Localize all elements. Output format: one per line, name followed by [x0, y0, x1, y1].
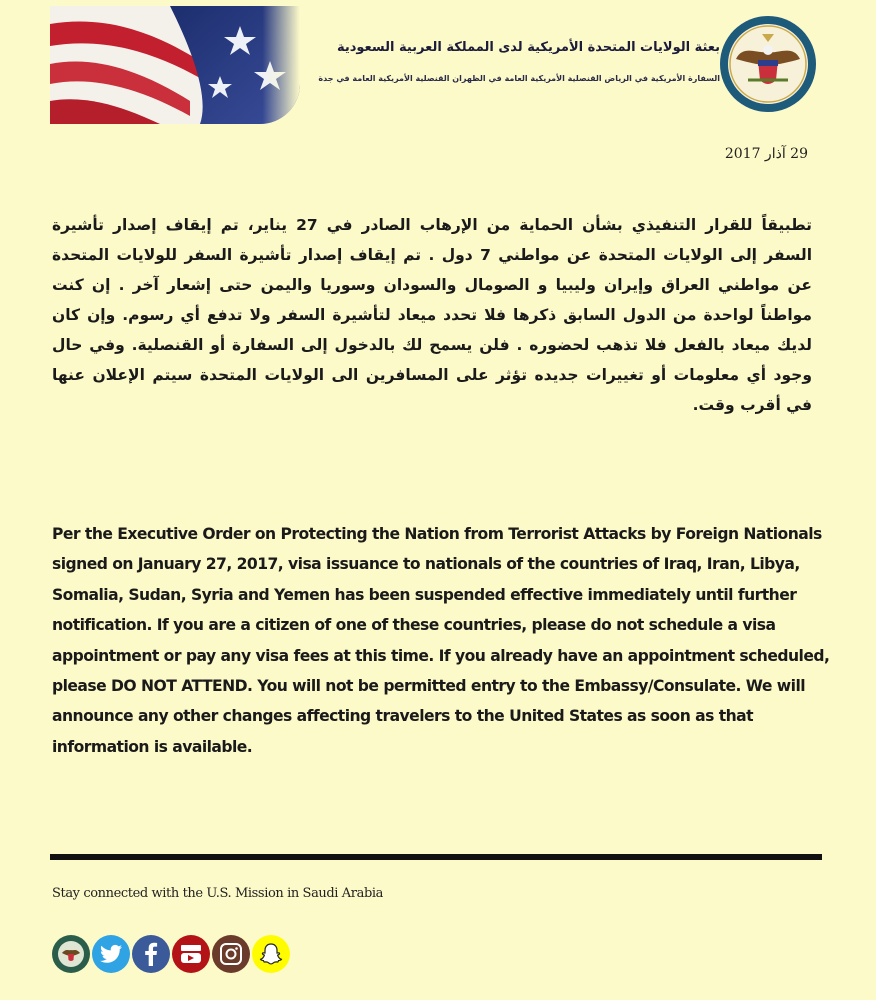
social-icons — [52, 935, 290, 975]
embassy-seal-icon — [718, 14, 818, 114]
notice-date: 29 آذار 2017 — [724, 146, 808, 162]
youtube-icon[interactable] — [172, 935, 210, 973]
state-dept-seal-icon[interactable] — [52, 935, 90, 973]
divider — [50, 854, 822, 860]
us-flag-image — [50, 6, 300, 124]
snapchat-icon[interactable] — [252, 935, 290, 973]
twitter-icon[interactable] — [92, 935, 130, 973]
mission-title: بعثة الولايات المتحدة الأمريكية لدى المملكة العربية السعودية — [336, 40, 720, 55]
facebook-icon[interactable] — [132, 935, 170, 973]
arabic-notice: تطبيقاً للقرار التنفيذي بشأن الحماية من الإرهاب الصادر في 27 يناير، تم إيقاف إصدار تأشيرة السفر إلى الولايات المتحدة عن مواطني 7 دول . تم إيقاف إصدار تأشيرة السفر للولايات المتحدة عن مواطني العراق وإيران وليبيا و الصومال والسودان وسوريا واليمن حتى إشعار آخر . إن كنت مواطناً لواحدة من الدول السابق ذكرها فلا تحدد ميعاد لتأشيرة السفر ولا تدفع أي رسوم. وإن كان لديك ميعاد بالفعل فلا تذهب لحضوره . فلن يسمح لك بالدخول إلى السفارة أو القنصلية. وفي حال وجود أي معلومات أو تغييرات جديده تؤثر على المسافرين الى الولايات المتحدة سيتم الإعلان عنها في أقرب وقت. — [52, 216, 813, 414]
stay-connected-text: Stay connected with the U.S. Mission in Saudi Arabia — [52, 886, 383, 901]
english-notice: Per the Executive Order on Protecting the Nation from Terrorist Attacks by Foreign Nationals signed on January 27, 2017, visa issuance to nationals of the countries of Iraq, Iran, Libya, Somalia, Sudan, Syria and Yemen has been suspended effective immediately until further notification. If you are a citizen of one of these countries, please do not schedule a visa appointment or pay any visa fees at this time. If you already have an appointment scheduled, please DO NOT ATTEND. You will not be permitted entry to the Embassy/Consulate. We will announce any other changes affecting travelers to the United States as soon as that information is available. — [52, 525, 830, 756]
mission-subtitle: السفارة الأمريكية في الرياض القنصلية الأمريكية العامة في الظهران القنصلية الأمريكية العامة في جدة — [318, 74, 720, 83]
header-banner — [50, 6, 820, 124]
instagram-icon[interactable] — [212, 935, 250, 973]
